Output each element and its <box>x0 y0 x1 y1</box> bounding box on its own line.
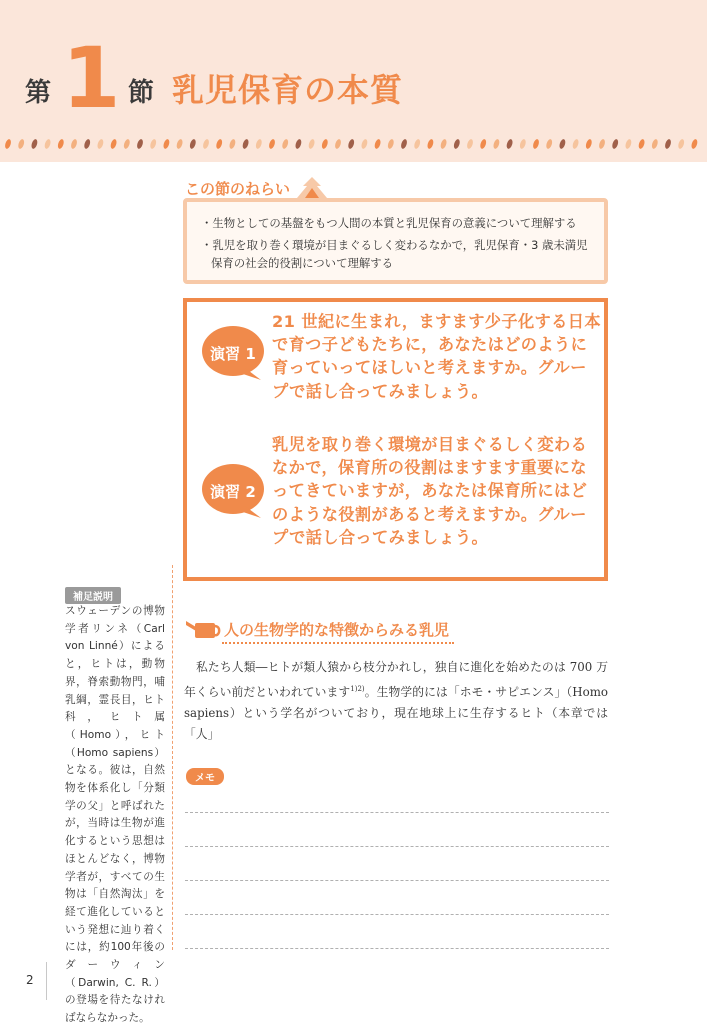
decorative-dot <box>400 138 408 149</box>
memo-line[interactable] <box>185 948 609 949</box>
decorative-dot <box>466 138 474 149</box>
body-text-part: 。生物学的には「ホモ・サピエンス」（Homo sapiens）という学名がついており，現在地球上に生存するヒト（本章では「人」 <box>184 684 608 742</box>
decorative-dot <box>308 138 316 149</box>
decorative-dot <box>268 138 276 149</box>
decorative-dot <box>598 138 606 149</box>
chapter-header <box>0 0 707 162</box>
decorative-dot <box>202 138 210 149</box>
decorative-dot <box>57 138 65 149</box>
decorative-dot <box>321 138 329 149</box>
decorative-dot <box>228 138 236 149</box>
exercise-2-label: 演習 2 <box>210 483 256 501</box>
decorative-dot <box>532 138 540 149</box>
decorative-dot <box>294 138 302 149</box>
decorative-dot <box>624 138 632 149</box>
decorative-dot <box>611 138 619 149</box>
decorative-dot <box>334 138 342 149</box>
memo-tag: メモ <box>186 768 224 785</box>
decorative-dot <box>519 138 527 149</box>
decorative-dot <box>558 138 566 149</box>
decorative-dot <box>242 138 250 149</box>
decorative-dot <box>638 138 646 149</box>
aim-label: この節のねらい <box>185 180 291 198</box>
body-text-part: 私たち人類―ヒトが類人猿から枝分かれし，独自に進化を始めたのは 700 万年くらい前だといわれています <box>184 660 608 699</box>
decorative-dot <box>545 138 553 149</box>
decorative-dot <box>374 138 382 149</box>
decorative-dot <box>664 138 672 149</box>
decorative-dot <box>83 138 91 149</box>
page-number: 2 <box>26 973 34 987</box>
decorative-dot <box>189 138 197 149</box>
decorative-dot <box>176 138 184 149</box>
decorative-dot <box>347 138 355 149</box>
citation-ref: 1)2) <box>350 684 365 693</box>
decorative-dot <box>123 138 131 149</box>
decorative-dot <box>162 138 170 149</box>
decorative-dot <box>690 138 698 149</box>
watering-can-icon <box>186 617 220 639</box>
decorative-dot <box>572 138 580 149</box>
decorative-dot <box>387 138 395 149</box>
memo-line[interactable] <box>185 846 609 847</box>
section-underline <box>222 642 454 644</box>
footer-rule <box>46 962 47 1000</box>
memo-line[interactable] <box>185 812 609 813</box>
decorative-dot <box>506 138 514 149</box>
decorative-dot <box>426 138 434 149</box>
decorative-dot <box>4 138 12 149</box>
decorative-dot <box>479 138 487 149</box>
chapter-number: 1 <box>62 29 121 127</box>
aim-item: ・乳児を取り巻く環境が目まぐるしく変わるなかで，乳児保育・3 歳未満児保育の社会的役割について理解する <box>201 237 588 270</box>
decorative-dot <box>17 138 25 149</box>
supplement-text: スウェーデンの博物学者リンネ（Carl von Linné）によると，ヒトは，動物界，脊索動物門，哺乳綱，霊長目，ヒト科，ヒト属（Homo），ヒト（Homo sapiens）となる。彼は，自然物を体系化し「分類学の父」と呼ばれたが，当時は生物が進化するという思想はほとんどなく，博物学者が，すべての生物は「自然淘汰」を経て進化しているという発想に辿り着くには，約100年後のダーウィン（Darwin, C. R.）の登場を待たなければならなかった。 <box>65 605 165 1025</box>
decorative-dot <box>281 138 289 149</box>
aim-item: ・生物としての基盤をもつ人間の本質と乳児保育の意義について理解する <box>201 216 577 230</box>
decorative-dot <box>149 138 157 149</box>
exercise-1-label: 演習 1 <box>210 345 256 363</box>
decorative-dot <box>440 138 448 149</box>
arrow-up-icon <box>295 176 329 200</box>
decorative-dot <box>44 138 52 149</box>
decorative-dot <box>136 138 144 149</box>
decorative-dot <box>453 138 461 149</box>
chapter-title: 乳児保育の本質 <box>172 71 404 109</box>
section-title: 人の生物学的な特徴からみる乳児 <box>224 621 450 639</box>
exercise-2-text: 乳児を取り巻く環境が目まぐるしく変わるなかで，保育所の役割はますます重要になってきていますが，あなたは保育所にはどのような役割があると考えますか。グループで話し合ってみましょう。 <box>272 435 588 547</box>
decorative-dot <box>255 138 263 149</box>
aim-box <box>183 198 608 284</box>
memo-line[interactable] <box>185 880 609 881</box>
decorative-dot <box>110 138 118 149</box>
decorative-dots <box>0 136 707 152</box>
decorative-dot <box>677 138 685 149</box>
memo-line[interactable] <box>185 914 609 915</box>
decorative-dot <box>413 138 421 149</box>
exercise-1-text: 21 世紀に生まれ，ますます少子化する日本で育つ子どもたちに，あなたはどのように育っていってほしいと考えますか。グループで話し合ってみましょう。 <box>272 312 601 401</box>
exercise-box <box>183 298 608 581</box>
chapter-prefix: 第 <box>25 78 52 108</box>
sidebar-divider <box>172 565 173 950</box>
body-paragraph <box>184 657 608 746</box>
chapter-suffix: 節 <box>128 78 155 108</box>
decorative-dot <box>360 138 368 149</box>
decorative-dot <box>30 138 38 149</box>
decorative-dot <box>492 138 500 149</box>
decorative-dot <box>651 138 659 149</box>
supplement-tag: 補足説明 <box>65 587 121 604</box>
decorative-dot <box>96 138 104 149</box>
decorative-dot <box>215 138 223 149</box>
decorative-dot <box>70 138 78 149</box>
decorative-dot <box>585 138 593 149</box>
